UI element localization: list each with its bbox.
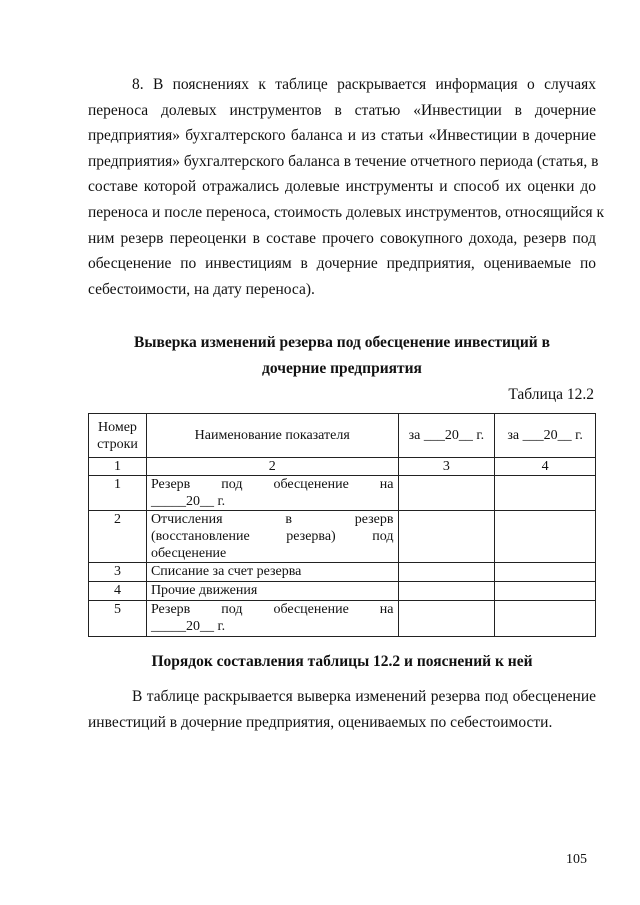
column-numbering-row	[89, 458, 596, 476]
table-header-row	[89, 414, 596, 458]
paragraph-line: предприятия» бухгалтерского баланса в течение отчетного периода (статья, в	[88, 152, 599, 170]
header-indicator-name: Наименование показателя	[146, 414, 398, 458]
table-row	[89, 563, 596, 582]
reserve-reconciliation-table	[88, 413, 596, 637]
paragraph-line: ним резерв переоценки в составе прочего совокупного дохода, резерв под	[88, 229, 596, 247]
paragraph-line: инвестиций в дочерние предприятия, оцениваемых по себестоимости.	[88, 713, 553, 731]
row-indicator: Резерв под обесценение на _____20__ г.	[146, 476, 398, 511]
paragraph-line: переноса и после переноса, стоимость долевых инструментов, относящийся к	[88, 203, 604, 221]
row-value-period-1[interactable]	[398, 563, 495, 582]
page-number: 105	[566, 852, 587, 867]
row-number: 1	[89, 476, 147, 511]
header-period-1: за ___20__ г.	[398, 414, 495, 458]
paragraph-8	[88, 72, 604, 302]
row-number: 5	[89, 601, 147, 637]
paragraph-line: В таблице раскрывается выверка изменений резерва под обесценение	[132, 688, 596, 705]
row-number: 4	[89, 582, 147, 601]
table-number: Таблица 12.2	[508, 386, 594, 403]
row-value-period-2[interactable]	[495, 511, 596, 563]
table-row	[89, 601, 596, 637]
row-value-period-1[interactable]	[398, 601, 495, 637]
column-number: 4	[495, 458, 596, 476]
row-value-period-2[interactable]	[495, 476, 596, 511]
row-value-period-2[interactable]	[495, 582, 596, 601]
row-indicator: Отчисления в резерв (восстановление резерва) под обесценение	[146, 511, 398, 563]
paragraph-line: 8. В пояснениях к таблице раскрывается информация о случаях	[132, 76, 596, 93]
row-indicator: Резерв под обесценение на _____20__ г.	[146, 601, 398, 637]
table-row	[89, 476, 596, 511]
paragraph-line: переноса долевых инструментов в статью «Инвестиции в дочерние	[88, 101, 596, 119]
paragraph-line: обесценение по инвестициям в дочерние предприятия, оцениваемые по	[88, 255, 596, 273]
table-row	[89, 511, 596, 563]
row-value-period-2[interactable]	[495, 563, 596, 582]
column-number: 3	[398, 458, 495, 476]
section-title: Порядок составления таблицы 12.2 и пояснений к ней	[151, 653, 533, 670]
header-period-2: за ___20__ г.	[495, 414, 596, 458]
paragraph-line: предприятия» бухгалтерского баланса и из статьи «Инвестиции в дочерние	[88, 127, 596, 145]
paragraph-explanation	[88, 684, 596, 735]
paragraph-line: себестоимости, на дату переноса).	[88, 280, 315, 298]
row-number: 3	[89, 563, 147, 582]
row-value-period-2[interactable]	[495, 601, 596, 637]
row-indicator: Прочие движения	[146, 582, 398, 601]
column-number: 1	[89, 458, 147, 476]
table-title-line-2: дочерние предприятия	[262, 360, 422, 377]
header-row-number: Номер строки	[89, 414, 147, 458]
row-indicator: Списание за счет резерва	[146, 563, 398, 582]
paragraph-line: составе которой отражались долевые инструменты и способ их оценки до	[88, 178, 596, 196]
table-row	[89, 582, 596, 601]
row-value-period-1[interactable]	[398, 476, 495, 511]
row-value-period-1[interactable]	[398, 511, 495, 563]
column-number: 2	[146, 458, 398, 476]
row-number: 2	[89, 511, 147, 563]
row-value-period-1[interactable]	[398, 582, 495, 601]
table-title-line-1: Выверка изменений резерва под обесценение инвестиций в	[134, 334, 550, 351]
